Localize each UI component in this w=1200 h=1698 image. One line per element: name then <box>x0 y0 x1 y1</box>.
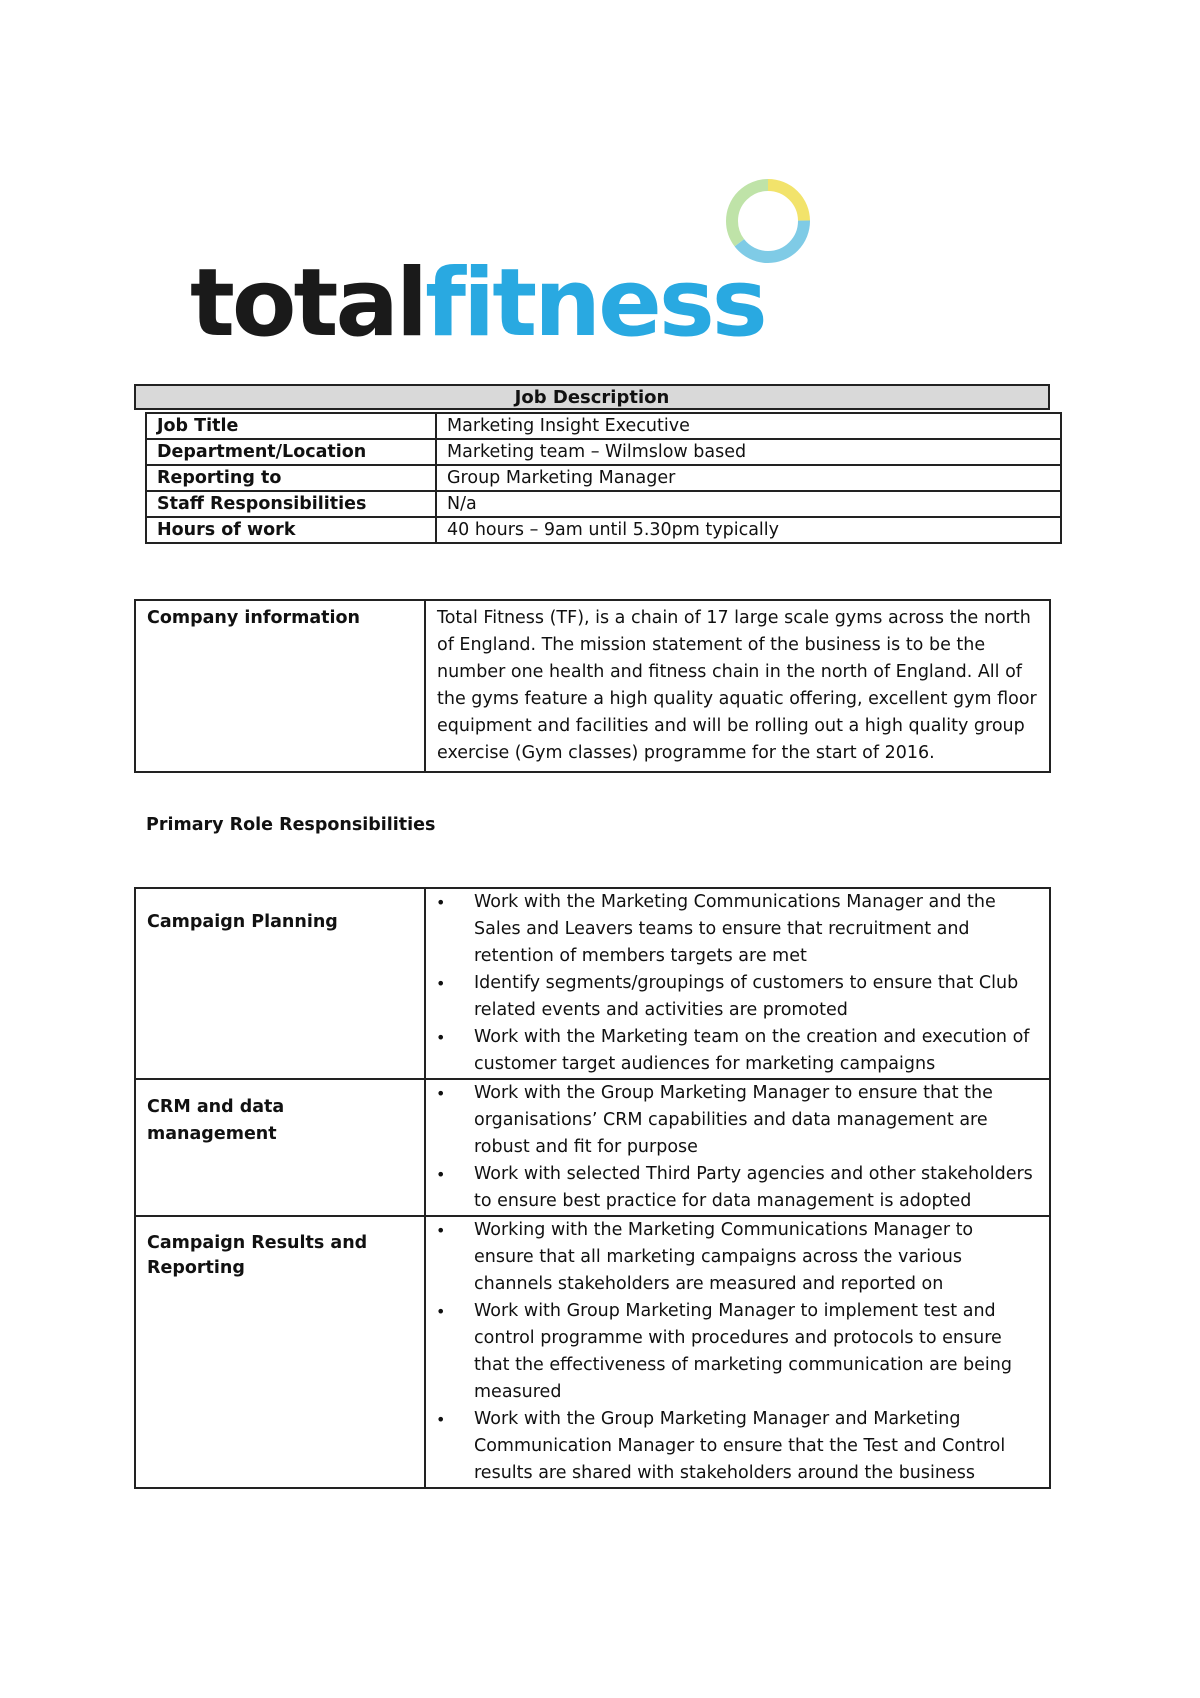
job-description-header: Job Description <box>134 384 1050 410</box>
field-label: Reporting to <box>146 465 436 491</box>
company-information-table <box>134 599 1051 773</box>
bullet-icon: • <box>436 1165 446 1184</box>
table-row <box>146 465 1061 491</box>
field-label: Department/Location <box>146 439 436 465</box>
responsibility-items <box>425 888 1050 1079</box>
table-row <box>135 1216 1050 1488</box>
bullet-list <box>426 1217 1037 1487</box>
table-row <box>135 600 1050 772</box>
list-item-text: Work with the Marketing Communications Manager and the Sales and Leavers teams to ensure that recruitment and retention of members targets are met <box>474 892 996 966</box>
list-item <box>426 1080 1037 1161</box>
table-row <box>146 491 1061 517</box>
field-label: Job Title <box>146 413 436 439</box>
bullet-icon: • <box>436 1028 446 1047</box>
list-item-text: Work with the Group Marketing Manager and Marketing Communication Manager to ensure that the Test and Control results are shared with stakeholders around the business <box>474 1409 1006 1483</box>
field-value: 40 hours – 9am until 5.30pm typically <box>436 517 1061 543</box>
table-row <box>135 1079 1050 1216</box>
bullet-list <box>426 889 1037 1078</box>
list-item <box>426 1161 1037 1215</box>
list-item <box>426 1298 1037 1406</box>
list-item-text: Work with selected Third Party agencies and other stakeholders to ensure best practice for data management is adopted <box>474 1164 1033 1211</box>
list-item <box>426 1024 1037 1078</box>
list-item-text: Work with the Group Marketing Manager to ensure that the organisations’ CRM capabilities and data management are robust and fit for purpose <box>474 1083 993 1157</box>
responsibility-items <box>425 1079 1050 1216</box>
bullet-icon: • <box>436 1302 446 1321</box>
responsibilities-table <box>134 887 1051 1489</box>
table-row <box>146 413 1061 439</box>
job-description-table <box>145 412 1062 544</box>
responsibility-items <box>425 1216 1050 1488</box>
bullet-icon: • <box>436 1084 446 1103</box>
bullet-icon: • <box>436 974 446 993</box>
list-item-text: Identify segments/groupings of customers to ensure that Club related events and activities are promoted <box>474 973 1019 1020</box>
logo-text-total: total <box>190 249 426 355</box>
responsibility-area-label: CRM and data management <box>135 1079 425 1216</box>
logo-text-fitness: fitness <box>425 249 765 355</box>
list-item <box>426 889 1037 970</box>
bullet-icon: • <box>436 1221 446 1240</box>
list-item-text: Work with the Marketing team on the creation and execution of customer target audiences for marketing campaigns <box>474 1027 1030 1074</box>
field-label: Staff Responsibilities <box>146 491 436 517</box>
bullet-list <box>426 1080 1037 1215</box>
bullet-icon: • <box>436 1410 446 1429</box>
logo-ring-icon <box>732 185 804 257</box>
field-value: Marketing team – Wilmslow based <box>436 439 1061 465</box>
bullet-icon: • <box>436 893 446 912</box>
company-information-text: Total Fitness (TF), is a chain of 17 large scale gyms across the north of England. The mission statement of the business is to be the number one health and fitness chain in the north of England. All of the gyms feature a high quality aquatic offering, excellent gym floor equipment and facilities and will be rolling out a high quality group exercise (Gym classes) programme for the start of 2016. <box>425 600 1050 772</box>
field-value: Marketing Insight Executive <box>436 413 1061 439</box>
primary-role-heading: Primary Role Responsibilities <box>146 815 436 835</box>
list-item-text: Working with the Marketing Communications Manager to ensure that all marketing campaigns across the various channels stakeholders are measured and reported on <box>474 1220 974 1294</box>
list-item <box>426 1217 1037 1298</box>
svg-text:totalfitness <box>190 249 765 355</box>
table-row <box>135 888 1050 1079</box>
total-fitness-logo <box>190 165 830 355</box>
field-value: Group Marketing Manager <box>436 465 1061 491</box>
company-information-label: Company information <box>135 600 425 772</box>
list-item <box>426 970 1037 1024</box>
field-value: N/a <box>436 491 1061 517</box>
list-item-text: Work with Group Marketing Manager to implement test and control programme with procedures and protocols to ensure that the effectiveness of marketing communication are being measured <box>474 1301 1012 1402</box>
table-row <box>146 439 1061 465</box>
field-label: Hours of work <box>146 517 436 543</box>
responsibility-area-label: Campaign Planning <box>135 888 425 1079</box>
table-row <box>146 517 1061 543</box>
responsibility-area-label: Campaign Results and Reporting <box>135 1216 425 1488</box>
list-item <box>426 1406 1037 1487</box>
